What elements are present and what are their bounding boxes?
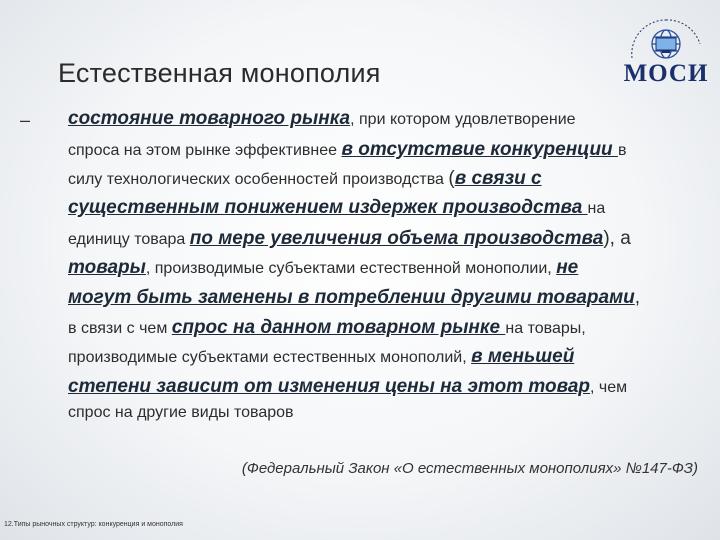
slide-title: Естественная монополия: [58, 58, 381, 88]
text-segment: спрос на другие виды товаров: [68, 404, 294, 421]
bullet-dash: –: [20, 110, 31, 130]
text-line: [68, 376, 627, 398]
text-line: [68, 317, 586, 339]
emphasized-phrase: спрос на данном товарном рынке: [171, 317, 506, 338]
logo-text: МОСИ: [623, 60, 709, 87]
text-line: [68, 168, 542, 190]
text-segment: спроса на этом рынке эффективнее: [68, 142, 342, 159]
text-segment: на товары,: [505, 320, 586, 337]
emphasized-phrase: в меньшей: [471, 346, 575, 367]
text-segment: единицу товара: [68, 231, 190, 248]
text-segment: в связи с чем: [68, 320, 172, 337]
emphasized-phrase: товары: [68, 257, 146, 278]
text-line: [68, 404, 294, 422]
text-segment: , при котором удовлетворение: [350, 111, 576, 128]
text-line: [68, 346, 574, 368]
footer-caption: 12.Типы рыночных структур: конкуренция и монополия: [4, 521, 183, 528]
text-segment: силу технологических особенностей производства: [68, 171, 449, 188]
text-line: [68, 197, 605, 219]
text-segment: в: [617, 142, 627, 159]
emphasized-phrase: по мере увеличения объема производства: [189, 228, 604, 249]
text-segment: ), а: [603, 228, 631, 249]
text-segment: на: [587, 200, 606, 217]
mosi-logo: [618, 8, 714, 94]
text-segment: , производимые субъектами естественной монополии,: [145, 260, 557, 277]
emphasized-phrase: в связи с: [454, 168, 542, 189]
emphasized-phrase: степени зависит от изменения цены на этот товар: [68, 376, 591, 397]
text-segment: (: [448, 168, 455, 189]
text-segment: ,: [634, 287, 641, 308]
emphasized-phrase: не: [556, 257, 579, 278]
text-line: [68, 139, 626, 161]
emphasized-phrase: существенным понижением издержек производства: [68, 197, 588, 218]
emphasized-phrase: состояние товарного рынка: [68, 108, 351, 129]
globe-icon: [618, 8, 714, 68]
text-line: [68, 228, 631, 250]
text-line: [68, 287, 640, 309]
emphasized-phrase: могут быть заменены в потреблении другими товарами: [68, 287, 635, 308]
text-segment: , чем: [590, 379, 628, 396]
text-line: [68, 257, 578, 279]
text-segment: производимые субъектами естественных монополий,: [68, 349, 472, 366]
text-line: [68, 108, 576, 130]
emphasized-phrase: в отсутствие конкуренции: [341, 139, 618, 160]
source-citation: (Федеральный Закон «О естественных монополиях» №147-ФЗ): [241, 460, 698, 477]
